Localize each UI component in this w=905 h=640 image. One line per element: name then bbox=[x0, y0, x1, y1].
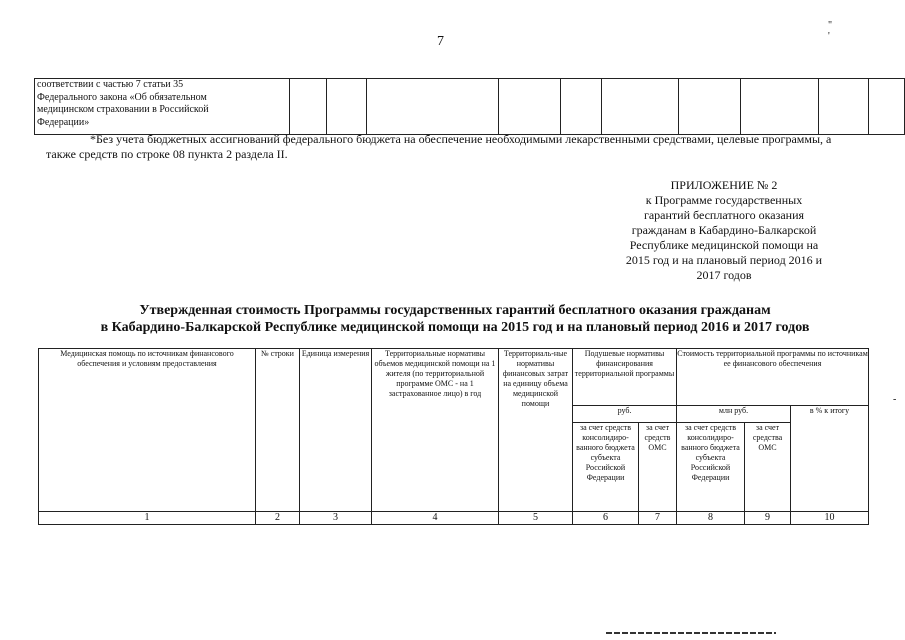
appendix-line: 2015 год и на плановый период 2016 и bbox=[625, 253, 823, 267]
header-program-cost: Стоимость территориальной программы по источникам ее финансового обеспечения bbox=[677, 349, 869, 406]
column-number: 6 bbox=[573, 512, 639, 525]
header-cost-norms: Территориаль-ные нормативы финансовых затрат на единицу объема медицинской помощи bbox=[499, 349, 573, 512]
scan-mark: - bbox=[893, 394, 897, 405]
footnote: *Без учета бюджетных ассигнований федерального бюджета на обеспечение необходимыми лекарственными средствами, целевые программы, а также средств по строке 08 пункта 2 раздела II. bbox=[46, 132, 832, 161]
header-row bbox=[39, 349, 869, 406]
page-number: 7 bbox=[437, 34, 444, 49]
cell-line: Федерации» bbox=[37, 116, 90, 128]
header-per-capita: Подушевые нормативы финансирования территориальной программы bbox=[573, 349, 677, 406]
table-cell bbox=[601, 79, 679, 135]
column-number: 2 bbox=[256, 512, 300, 525]
scan-artifact bbox=[606, 632, 776, 634]
table-cell bbox=[679, 79, 741, 135]
table-cell bbox=[499, 79, 561, 135]
table-cell-text bbox=[35, 79, 290, 135]
column-number: 3 bbox=[300, 512, 372, 525]
appendix-line: ПРИЛОЖЕНИЕ № 2 bbox=[670, 178, 778, 192]
appendix-line: 2017 годов bbox=[696, 268, 752, 282]
table-cell bbox=[740, 79, 818, 135]
column-number: 10 bbox=[791, 512, 869, 525]
cell-line: медицинском страховании в Российской bbox=[37, 104, 209, 115]
column-number: 7 bbox=[639, 512, 677, 525]
header-budget-rub: за счет средств консолидиро-ванного бюджета субъекта Российской Федерации bbox=[573, 423, 639, 512]
header-volume-norms: Территориальные нормативы объемов медицинской помощи на 1 жителя (по территориальной программе ОМС - на 1 застрахованное лицо) в год bbox=[372, 349, 499, 512]
header-percent: в % к итогу bbox=[791, 406, 869, 512]
column-number: 8 bbox=[677, 512, 745, 525]
header-unit-mln-rub: млн руб. bbox=[677, 406, 791, 423]
table-cell bbox=[561, 79, 601, 135]
table-cell bbox=[818, 79, 868, 135]
table-cell bbox=[366, 79, 499, 135]
title-line: Утвержденная стоимость Программы государственных гарантий бесплатного оказания гражданам bbox=[139, 303, 771, 318]
table-cell bbox=[326, 79, 366, 135]
header-oms-rub: за счет средств ОМС bbox=[639, 423, 677, 512]
appendix-header bbox=[603, 178, 845, 283]
header-unit-rub: руб. bbox=[573, 406, 677, 423]
column-number: 9 bbox=[745, 512, 791, 525]
header-unit: Единица измерения bbox=[300, 349, 372, 512]
column-number: 1 bbox=[39, 512, 256, 525]
table-row bbox=[35, 79, 905, 135]
column-number-row bbox=[39, 512, 869, 525]
header-medical-care: Медицинская помощь по источникам финансового обеспечения и условиям предоставления bbox=[39, 349, 256, 512]
table-cell bbox=[290, 79, 326, 135]
table-cell bbox=[868, 79, 904, 135]
header-row-number: № строки bbox=[256, 349, 300, 512]
header-oms-mln: за счет средства ОМС bbox=[745, 423, 791, 512]
continuation-table bbox=[34, 78, 905, 135]
cell-line: соответствии с частью 7 статьи 35 bbox=[37, 79, 184, 90]
column-number: 5 bbox=[499, 512, 573, 525]
appendix-line: Республике медицинской помощи на bbox=[629, 238, 819, 252]
cell-line: Федерального закона «Об обязательном bbox=[37, 91, 207, 103]
appendix-line: гарантий бесплатного оказания bbox=[643, 208, 805, 222]
column-number: 4 bbox=[372, 512, 499, 525]
appendix-line: к Программе государственных bbox=[645, 193, 803, 207]
document-title bbox=[40, 302, 870, 336]
header-budget-mln: за счет средств консолидиро-ванного бюджета субъекта Российской Федерации bbox=[677, 423, 745, 512]
scan-marks: " ' bbox=[828, 20, 863, 42]
title-line: в Кабардино-Балкарской Республике медицинской помощи на 2015 год и на плановый период 2016 и 2017 годов bbox=[100, 320, 810, 335]
cost-table bbox=[38, 348, 869, 525]
appendix-line: гражданам в Кабардино-Балкарской bbox=[631, 223, 817, 237]
